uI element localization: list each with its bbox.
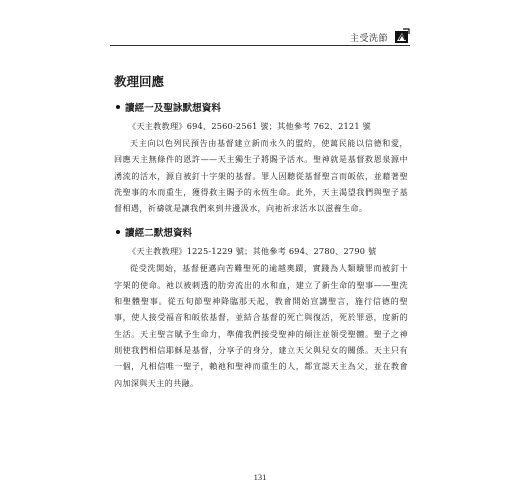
main-content [114,72,408,400]
section-paragraph: 天主向以色列民預告由基督建立新而永久的盟約，使萬民能以信德和愛，回應天主無條件的恩許——天主獨生子將賜予活水。聖神就是基督救恩泉源中湧流的活水，源自被釘十字架的基督。罪人因聽從基督聖言而皈依，並藉著聖洗聖事的水而重生，獲得救主賜予的永恆生命。此外，天主渴望我們與聖子基督相遇，祈禱就是讓我們來到井邊汲水，向祂祈求活水以滋養生命。 [114,138,408,214]
page-number: 131 [253,472,267,482]
catechism-reference: 《天主教教理》1225-1229 號；其他參考 694、2780、2790 號 [128,246,377,257]
section-title [114,225,408,239]
section-title [114,100,408,114]
bullet-icon [116,105,120,109]
section-title-text: 讀經二默想資料 [125,228,193,240]
section-reading-one [114,100,408,216]
page-heading: 教理回應 [114,74,165,89]
section-reading-two [114,225,408,390]
catechism-reference: 《天主教教理》694、2560-2561 號；其他參考 762、2121 號 [128,121,371,131]
section-paragraph: 從受洗開始，基督便邁向苦難聖死的逾越奧蹟，實踐為人類贖罪而被釘十字架的使命。祂以被刺透的肋旁流出的水和血，建立了新生命的聖事——聖洗和聖體聖事。從五旬節聖神降臨那天起，教會開始宣講聖言，施行信德的聖事，使人接受福音和皈依基督，並結合基督的死亡與復活，死於罪惡，度新的生活。天主聖言賦予生命力，準備我們接受聖神的傾注並領受聖體。聖子之神則使我們相信耶穌是基督，分享子的身分，建立天父與兒女的關係。天主只有一個，凡相信唯一聖子，賴祂和聖神而重生的人，都宣認天主為父，並在教會內加深與天主的共融。 [114,263,408,388]
header-rule [110,45,410,46]
section-logo-icon [394,28,410,44]
section-title-text: 讀經一及聖詠默想資料 [125,103,221,114]
header-title: 主受洗節 [349,34,388,44]
bullet-icon [116,230,120,234]
running-header [350,28,410,44]
